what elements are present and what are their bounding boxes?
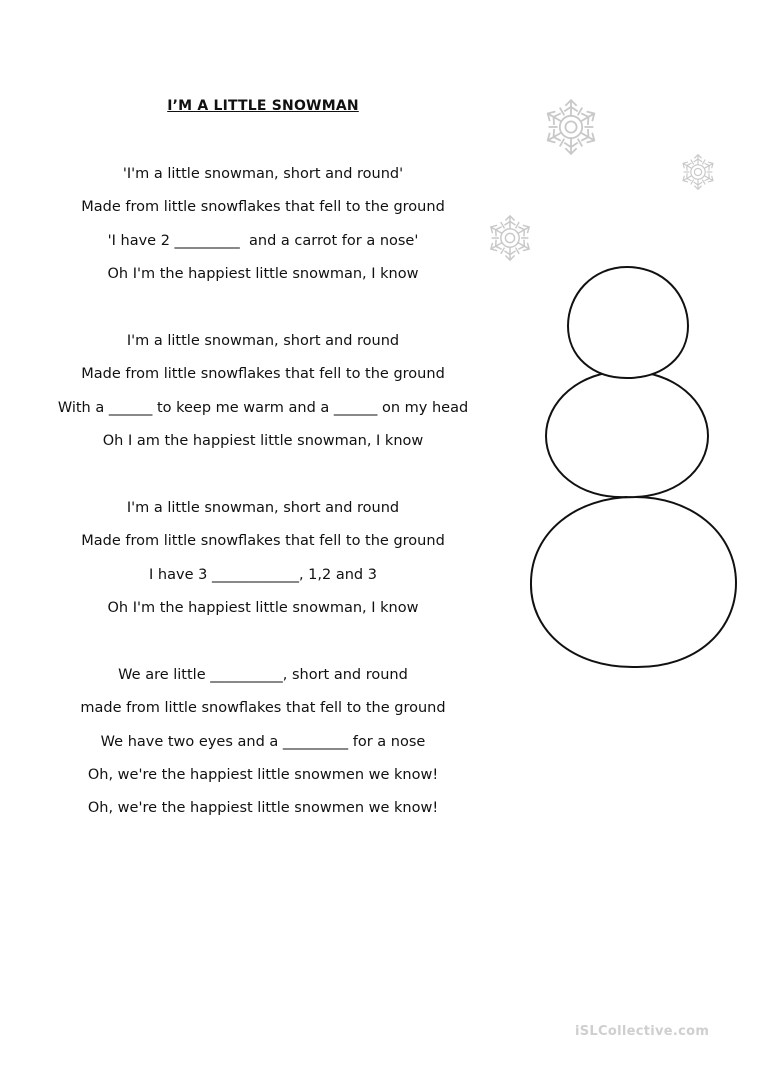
verse-2-line-2: Made from little snowflakes that fell to the ground	[81, 366, 445, 382]
verse-4-line-1: We are little __________, short and round	[118, 667, 408, 683]
verse-4-line-5: Oh, we're the happiest little snowmen we know!	[87, 800, 439, 816]
page-title: I’M A LITTLE SNOWMAN	[167, 98, 359, 114]
snowflake-icon	[680, 153, 716, 190]
verse-2-line-1: I'm a little snowman, short and round	[126, 333, 400, 349]
verse-1-line-3: 'I have 2 _________ and a carrot for a nose'	[107, 233, 419, 249]
verse-1-line-2: Made from little snowflakes that fell to the ground	[81, 199, 445, 215]
verse-4-line-4: Oh, we're the happiest little snowmen we know!	[87, 767, 439, 783]
snowman-middle-ball	[546, 371, 708, 497]
snowman-bottom-ball	[531, 497, 736, 667]
snowman-head	[568, 267, 688, 378]
verse-2-line-3: With a ______ to keep me warm and a ______ on my head	[57, 400, 469, 416]
verse-3-line-4: Oh I'm the happiest little snowman, I know	[107, 600, 419, 616]
snowman-drawing	[531, 267, 736, 667]
verse-3-line-2: Made from little snowflakes that fell to the ground	[81, 533, 445, 549]
verse-1-line-4: Oh I'm the happiest little snowman, I know	[107, 266, 419, 282]
snowflake-icon	[487, 214, 533, 262]
snowflake-icon	[543, 98, 599, 156]
verse-4-line-3: We have two eyes and a _________ for a nose	[100, 734, 426, 750]
verse-2-line-4: Oh I am the happiest little snowman, I know	[102, 433, 424, 449]
verse-4-line-2: made from little snowflakes that fell to the ground	[80, 700, 446, 716]
verse-1-line-1: 'I'm a little snowman, short and round'	[122, 166, 404, 182]
verse-3-line-1: I'm a little snowman, short and round	[126, 500, 400, 516]
watermark: iSLCollective.com	[575, 1024, 710, 1039]
verse-3-line-3: I have 3 ____________, 1,2 and 3	[149, 567, 377, 583]
